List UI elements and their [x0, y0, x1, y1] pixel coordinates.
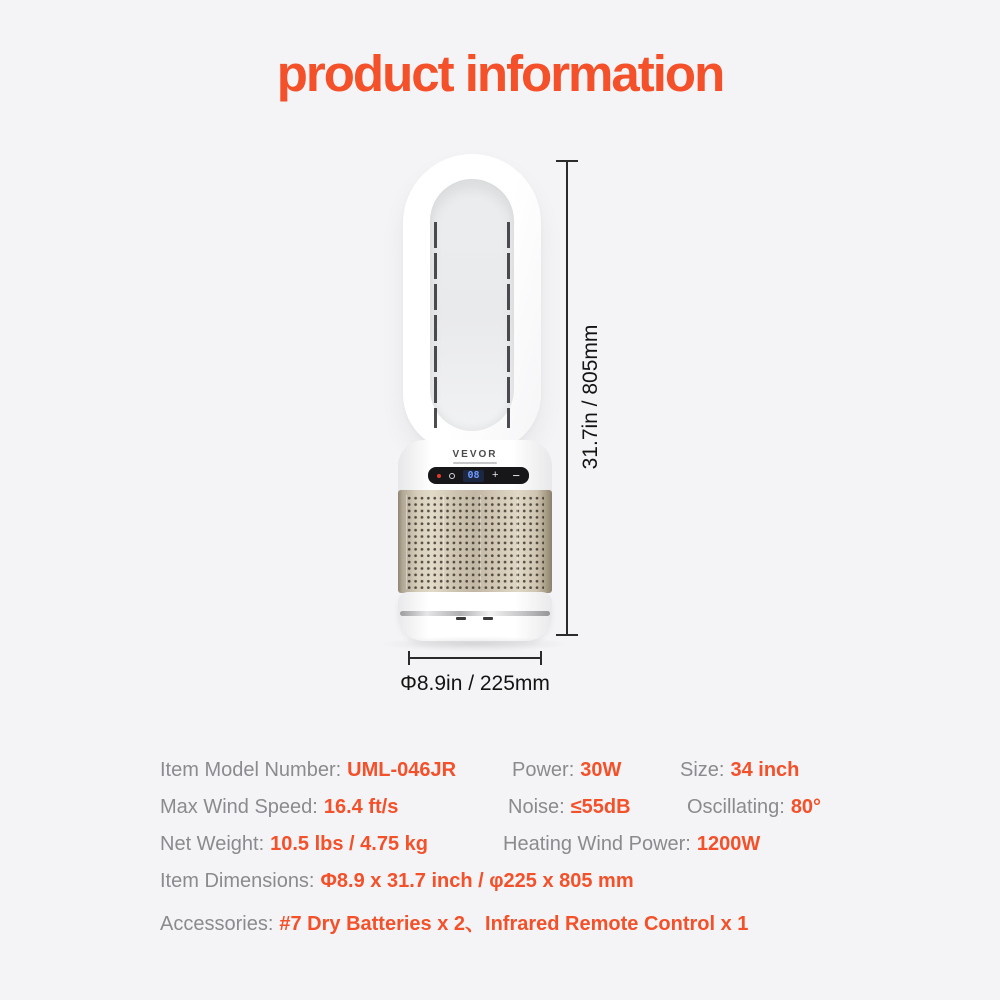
spec-value: 10.5 lbs / 4.75 kg — [270, 833, 428, 855]
spec-label: Power: — [512, 759, 575, 781]
spec-size — [680, 759, 799, 782]
spec-noise — [508, 796, 631, 819]
spec-label: Heating Wind Power: — [503, 833, 691, 855]
spec-accessories — [160, 907, 748, 936]
spec-label: Noise: — [508, 796, 565, 818]
spec-value: 1200W — [696, 833, 761, 855]
diameter-dimension-line — [409, 657, 541, 659]
spec-label: Accessories: — [160, 913, 274, 935]
plus-icon: + — [492, 469, 499, 481]
diameter-dimension-label: Φ8.9in / 225mm — [400, 672, 550, 695]
spec-value: ≤55dB — [570, 796, 631, 818]
minus-icon: − — [512, 467, 520, 483]
air-vent-slit-left — [434, 222, 437, 428]
spec-label: Item Dimensions: — [160, 870, 315, 892]
mesh-perforation-pattern — [406, 495, 544, 589]
spec-heating-wind-power — [503, 833, 760, 856]
base-notch — [456, 617, 466, 620]
spec-label: Item Model Number: — [160, 759, 342, 781]
height-dimension-line — [566, 161, 568, 635]
spec-value: 80° — [790, 796, 822, 818]
spec-max-wind-speed — [160, 796, 398, 819]
spec-label: Oscillating: — [687, 796, 785, 818]
spec-value: #7 Dry Batteries x 2、Infrared Remote Control x 1 — [279, 913, 749, 935]
spec-value: Φ8.9 x 31.7 inch / φ225 x 805 mm — [320, 870, 634, 892]
fan-base — [398, 592, 552, 641]
height-dimension-cap-top — [556, 160, 578, 162]
diameter-dimension-cap-right — [540, 651, 542, 665]
fan-ring-opening — [430, 179, 514, 431]
spec-value: 34 inch — [730, 759, 800, 781]
spec-value: 16.4 ft/s — [323, 796, 399, 818]
brand-tagline — [453, 462, 497, 464]
spec-net-weight — [160, 833, 428, 856]
spec-power — [512, 759, 621, 782]
height-dimension-cap-bottom — [556, 634, 578, 636]
spec-value: 30W — [580, 759, 622, 781]
control-panel — [428, 467, 529, 484]
brand-logo: VEVOR — [452, 449, 498, 460]
diameter-dimension-cap-left — [408, 651, 410, 665]
air-vent-slit-right — [507, 222, 510, 428]
spec-label: Max Wind Speed: — [160, 796, 318, 818]
led-display: 08 — [463, 470, 484, 482]
base-silver-ring — [400, 611, 550, 616]
fan-mesh-grille — [398, 490, 552, 593]
mode-icon — [449, 473, 455, 479]
spec-item-dimensions — [160, 870, 634, 893]
base-notch — [483, 617, 493, 620]
spec-label: Size: — [680, 759, 725, 781]
spec-oscillating — [687, 796, 821, 819]
spec-model-number — [160, 759, 456, 782]
page-title: product information — [276, 45, 724, 102]
height-dimension-label: 31.7in / 805mm — [579, 324, 602, 470]
spec-label: Net Weight: — [160, 833, 265, 855]
spec-value: UML-046JR — [347, 759, 457, 781]
power-indicator-icon — [437, 474, 441, 478]
floor-shadow — [380, 636, 570, 652]
